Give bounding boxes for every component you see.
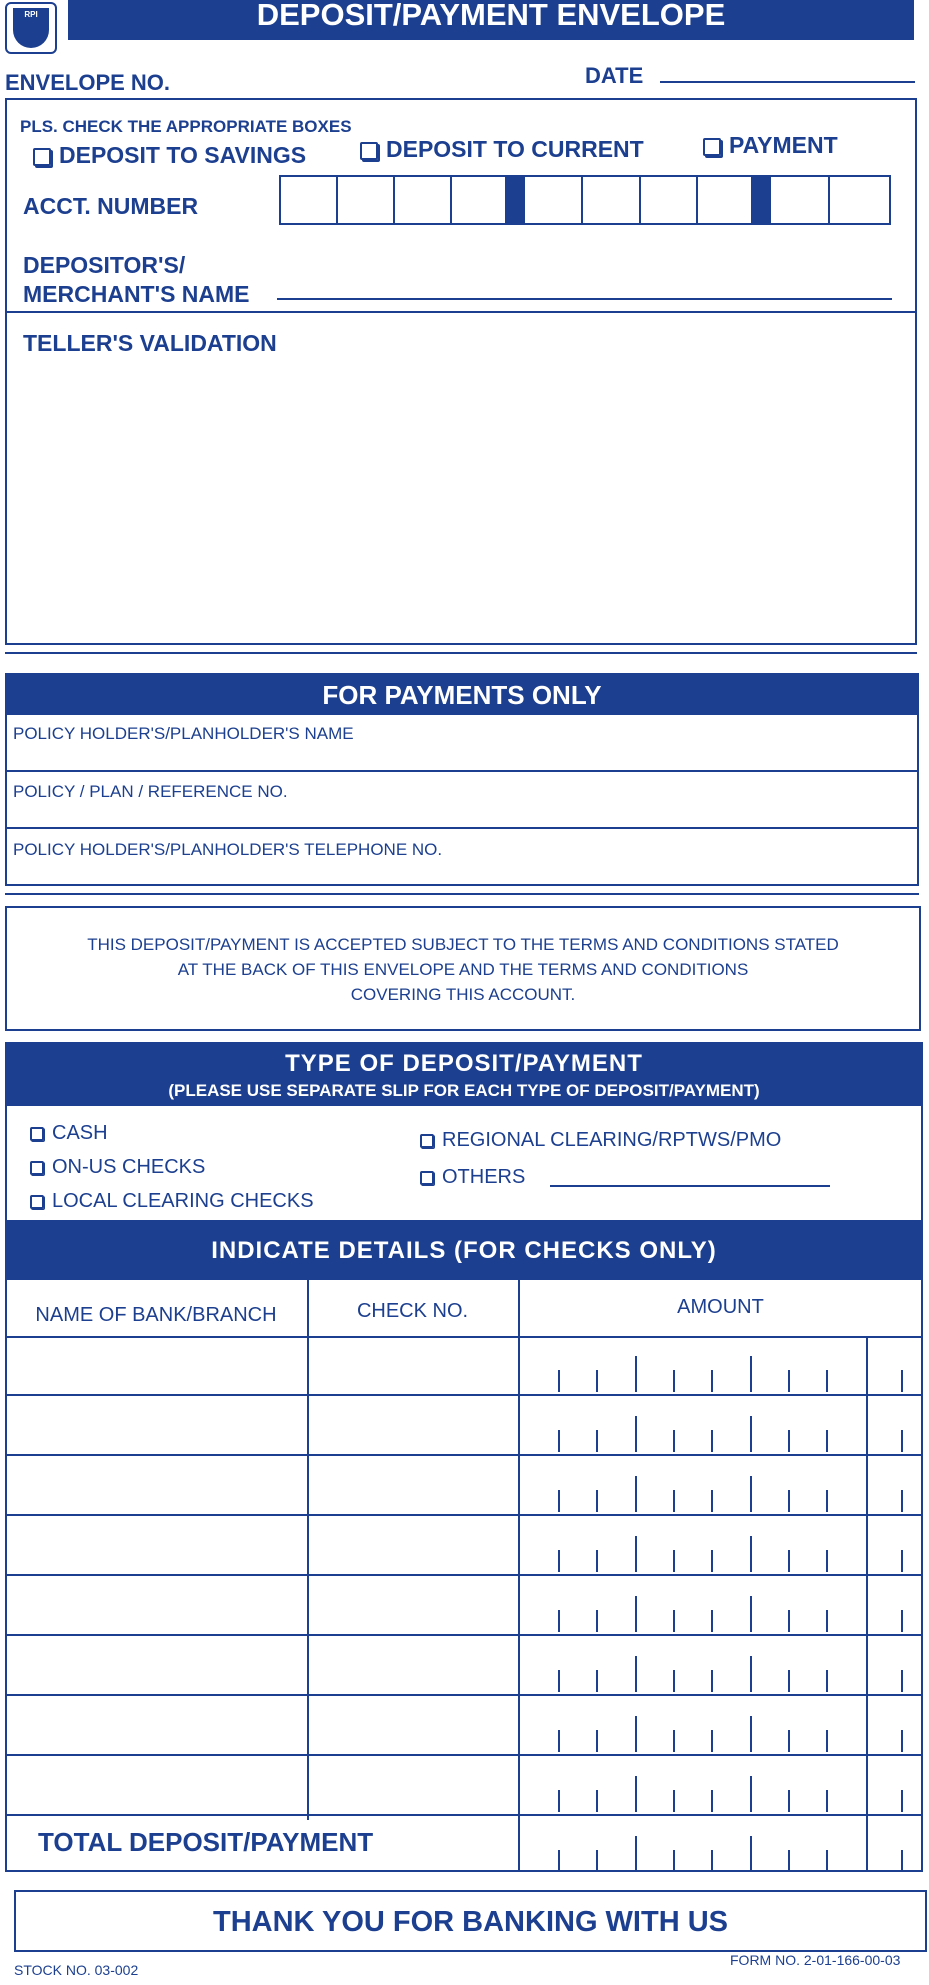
amount-digit-tick — [711, 1850, 713, 1872]
section-bottom-rule — [5, 652, 917, 654]
amount-digit-tick — [826, 1790, 828, 1812]
amount-digit-tick — [635, 1776, 637, 1812]
amount-digit-tick — [558, 1730, 560, 1752]
amount-digit-tick — [901, 1670, 903, 1692]
amount-digit-tick — [901, 1790, 903, 1812]
amount-digit-tick — [788, 1790, 790, 1812]
amount-digit-tick — [558, 1550, 560, 1572]
amount-cell[interactable] — [520, 1756, 923, 1814]
amount-digit-tick — [558, 1790, 560, 1812]
amount-digit-tick — [826, 1730, 828, 1752]
others-field[interactable] — [550, 1185, 830, 1187]
checkbox-icon[interactable] — [30, 1127, 44, 1141]
teller-validation-area — [8, 360, 913, 640]
option-payment-label: PAYMENT — [729, 132, 838, 158]
amount-digit-tick — [901, 1430, 903, 1452]
amount-digit-tick — [596, 1430, 598, 1452]
check-no-cell[interactable] — [309, 1396, 518, 1454]
type-title: TYPE OF DEPOSIT/PAYMENT — [285, 1050, 643, 1077]
option-current-label: DEPOSIT TO CURRENT — [386, 136, 644, 162]
holder-name-label: POLICY HOLDER'S/PLANHOLDER'S NAME — [13, 724, 354, 743]
acct-separator — [751, 177, 771, 223]
acct-digit-box[interactable] — [452, 177, 509, 223]
amount-cell[interactable] — [520, 1516, 923, 1574]
amount-digit-tick — [711, 1790, 713, 1812]
amount-digit-tick — [558, 1430, 560, 1452]
amount-digit-tick — [635, 1836, 637, 1872]
check-no-cell[interactable] — [309, 1336, 518, 1394]
type-subtitle: (PLEASE USE SEPARATE SLIP FOR EACH TYPE OF DEPOSIT/PAYMENT) — [168, 1081, 760, 1100]
amount-digit-tick — [673, 1550, 675, 1572]
amount-digit-tick — [635, 1596, 637, 1632]
type-regional-label: REGIONAL CLEARING/RPTWS/PMO — [442, 1129, 782, 1151]
amount-digit-tick — [673, 1730, 675, 1752]
amount-cell[interactable] — [520, 1576, 923, 1634]
reference-label: POLICY / PLAN / REFERENCE NO. — [13, 782, 288, 801]
terms-line-1: THIS DEPOSIT/PAYMENT IS ACCEPTED SUBJECT TO THE TERMS AND CONDITIONS STATED — [87, 935, 839, 954]
amount-digit-tick — [673, 1670, 675, 1692]
amount-digit-tick — [596, 1610, 598, 1632]
amount-digit-tick — [788, 1730, 790, 1752]
option-savings-label: DEPOSIT TO SAVINGS — [59, 142, 307, 168]
amount-digit-tick — [750, 1656, 752, 1692]
amount-digit-tick — [711, 1610, 713, 1632]
type-regional[interactable] — [420, 1129, 781, 1152]
amount-digit-tick — [788, 1610, 790, 1632]
check-no-cell[interactable] — [309, 1756, 518, 1814]
amount-digit-tick — [750, 1836, 752, 1872]
checkbox-icon[interactable] — [33, 148, 51, 166]
type-onus-label: ON-US CHECKS — [52, 1156, 206, 1178]
type-cash-label: CASH — [52, 1122, 108, 1144]
amount-digit-tick — [596, 1370, 598, 1392]
acct-digit-box[interactable] — [830, 177, 889, 223]
amount-digit-tick — [750, 1536, 752, 1572]
row-divider — [5, 770, 919, 772]
amount-digit-tick — [901, 1550, 903, 1572]
acct-separator — [505, 177, 525, 223]
total-label: TOTAL DEPOSIT/PAYMENT — [38, 1827, 374, 1857]
amount-digit-tick — [711, 1670, 713, 1692]
col-check-header: CHECK NO. — [356, 1300, 469, 1322]
terms-text — [5, 932, 921, 1007]
amount-digit-tick — [673, 1610, 675, 1632]
amount-cell[interactable] — [520, 1636, 923, 1694]
amount-digit-tick — [750, 1716, 752, 1752]
option-savings[interactable] — [33, 142, 306, 169]
depositor-label-1: DEPOSITOR'S/ — [23, 252, 186, 278]
check-instruction: PLS. CHECK THE APPROPRIATE BOXES — [20, 117, 352, 136]
amount-cell[interactable] — [520, 1696, 923, 1754]
row-divider — [5, 827, 919, 829]
reference-field[interactable] — [5, 802, 919, 827]
acct-digit-box[interactable] — [583, 177, 641, 223]
amount-digit-tick — [596, 1550, 598, 1572]
check-no-cell[interactable] — [309, 1456, 518, 1514]
thanks-text: THANK YOU FOR BANKING WITH US — [212, 1906, 728, 1938]
bank-cell[interactable] — [5, 1456, 307, 1514]
amount-digit-tick — [635, 1416, 637, 1452]
amount-digit-tick — [711, 1730, 713, 1752]
check-no-cell[interactable] — [309, 1576, 518, 1634]
holder-name-field[interactable] — [5, 745, 919, 770]
amount-digit-tick — [826, 1550, 828, 1572]
checkbox-icon[interactable] — [30, 1161, 44, 1175]
amount-digit-tick — [673, 1790, 675, 1812]
bank-cell[interactable] — [5, 1396, 307, 1454]
amount-digit-tick — [673, 1370, 675, 1392]
acct-digit-box[interactable] — [525, 177, 583, 223]
amount-digit-tick — [750, 1416, 752, 1452]
amount-digit-tick — [711, 1550, 713, 1572]
amount-digit-tick — [711, 1370, 713, 1392]
checkbox-icon[interactable] — [360, 142, 378, 160]
amount-cell[interactable] — [520, 1456, 923, 1514]
option-payment[interactable] — [703, 132, 838, 159]
envelope-no-label: ENVELOPE NO. — [5, 70, 171, 95]
amount-digit-tick — [901, 1370, 903, 1392]
amount-digit-tick — [788, 1370, 790, 1392]
section-bottom-rule — [5, 893, 919, 895]
amount-digit-tick — [558, 1850, 560, 1872]
amount-digit-tick — [826, 1610, 828, 1632]
bank-cell[interactable] — [5, 1576, 307, 1634]
type-others-label: OTHERS — [442, 1166, 526, 1188]
bank-cell[interactable] — [5, 1636, 307, 1694]
amount-digit-tick — [826, 1670, 828, 1692]
acct-digit-box[interactable] — [698, 177, 755, 223]
amount-digit-tick — [635, 1356, 637, 1392]
logo-icon — [13, 8, 49, 48]
row-divider — [5, 1814, 923, 1816]
telephone-field[interactable] — [5, 860, 919, 884]
date-field[interactable] — [660, 81, 915, 83]
amount-digit-tick — [711, 1490, 713, 1512]
amount-digit-tick — [673, 1490, 675, 1512]
option-current[interactable] — [360, 136, 644, 163]
date-label: DATE — [585, 63, 644, 88]
amount-digit-tick — [826, 1430, 828, 1452]
amount-digit-tick — [635, 1716, 637, 1752]
page-title: DEPOSIT/PAYMENT ENVELOPE — [256, 0, 726, 32]
amount-digit-tick — [558, 1610, 560, 1632]
type-onus[interactable] — [30, 1156, 205, 1179]
bank-cell[interactable] — [5, 1696, 307, 1754]
amount-digit-tick — [826, 1370, 828, 1392]
bank-cell[interactable] — [5, 1336, 307, 1394]
amount-digit-tick — [901, 1850, 903, 1872]
amount-digit-tick — [635, 1476, 637, 1512]
amount-digit-tick — [673, 1430, 675, 1452]
bank-cell[interactable] — [5, 1756, 307, 1814]
check-no-cell[interactable] — [309, 1636, 518, 1694]
amount-digit-tick — [750, 1476, 752, 1512]
amount-digit-tick — [596, 1790, 598, 1812]
amount-cell[interactable] — [520, 1396, 923, 1454]
depositor-name-field[interactable] — [277, 298, 892, 300]
type-cash[interactable] — [30, 1122, 108, 1145]
stock-no: STOCK NO. 03-002 — [14, 1962, 139, 1978]
form-no: FORM NO. 2-01-166-00-03 — [730, 1952, 901, 1968]
checkbox-icon[interactable] — [420, 1171, 434, 1185]
type-local[interactable] — [30, 1190, 314, 1213]
acct-digit-box[interactable] — [395, 177, 452, 223]
section-divider — [5, 311, 917, 313]
bank-cell[interactable] — [5, 1516, 307, 1574]
amount-digit-tick — [558, 1490, 560, 1512]
logo-text: RPI — [24, 10, 38, 19]
acct-number-field[interactable] — [279, 175, 891, 225]
amount-digit-tick — [788, 1670, 790, 1692]
type-local-label: LOCAL CLEARING CHECKS — [52, 1190, 314, 1212]
acct-digit-box[interactable] — [641, 177, 698, 223]
acct-digit-box[interactable] — [281, 177, 338, 223]
depositor-label-2: MERCHANT'S NAME — [23, 281, 250, 307]
bank-logo — [5, 2, 57, 54]
check-no-cell[interactable] — [309, 1696, 518, 1754]
amount-digit-tick — [635, 1536, 637, 1572]
amount-digit-tick — [901, 1610, 903, 1632]
amount-digit-tick — [596, 1730, 598, 1752]
check-no-cell[interactable] — [309, 1516, 518, 1574]
amount-digit-tick — [826, 1850, 828, 1872]
amount-digit-tick — [901, 1730, 903, 1752]
checks-title: INDICATE DETAILS (FOR CHECKS ONLY) — [211, 1237, 717, 1264]
amount-digit-tick — [750, 1356, 752, 1392]
type-others[interactable] — [420, 1166, 525, 1189]
amount-digit-tick — [673, 1850, 675, 1872]
acct-number-label: ACCT. NUMBER — [23, 193, 199, 219]
amount-digit-tick — [826, 1490, 828, 1512]
teller-validation-label: TELLER'S VALIDATION — [23, 330, 277, 356]
amount-digit-tick — [750, 1776, 752, 1812]
amount-digit-tick — [750, 1596, 752, 1632]
amount-digit-tick — [558, 1370, 560, 1392]
amount-digit-tick — [558, 1670, 560, 1692]
checks-table — [5, 1280, 923, 1872]
amount-digit-tick — [788, 1850, 790, 1872]
amount-digit-tick — [596, 1670, 598, 1692]
payments-title: FOR PAYMENTS ONLY — [322, 680, 602, 710]
acct-digit-box[interactable] — [338, 177, 395, 223]
amount-digit-tick — [596, 1490, 598, 1512]
amount-digit-tick — [788, 1550, 790, 1572]
col-bank-header: NAME OF BANK/BRANCH — [35, 1304, 277, 1326]
telephone-label: POLICY HOLDER'S/PLANHOLDER'S TELEPHONE NO. — [13, 840, 443, 859]
checkbox-icon[interactable] — [703, 138, 721, 156]
terms-line-3: COVERING THIS ACCOUNT. — [350, 985, 576, 1004]
amount-digit-tick — [788, 1490, 790, 1512]
col-amount-header: AMOUNT — [677, 1296, 764, 1318]
acct-digit-box[interactable] — [771, 177, 830, 223]
amount-digit-tick — [901, 1490, 903, 1512]
amount-digit-tick — [711, 1430, 713, 1452]
amount-digit-tick — [596, 1850, 598, 1872]
amount-digit-tick — [788, 1430, 790, 1452]
terms-line-2: AT THE BACK OF THIS ENVELOPE AND THE TERMS AND CONDITIONS — [177, 960, 749, 979]
amount-digit-tick — [635, 1656, 637, 1692]
checkbox-icon[interactable] — [30, 1195, 44, 1209]
checkbox-icon[interactable] — [420, 1134, 434, 1148]
amount-cell[interactable] — [520, 1336, 923, 1394]
